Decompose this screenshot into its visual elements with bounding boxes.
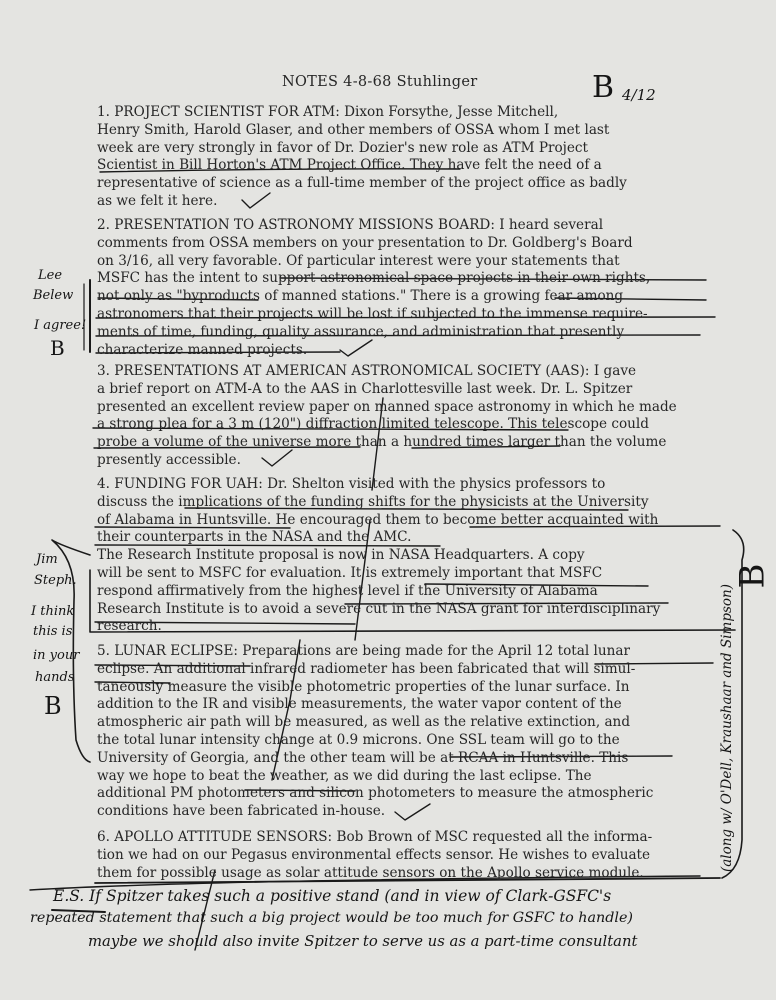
- margin-note-line: B: [50, 336, 65, 360]
- section-line: atmospheric air path will be measured, as well as the relative extinction, and: [97, 714, 631, 731]
- section-line: 4. FUNDING FOR UAH: Dr. Shelton visited with the physics professors to: [97, 476, 606, 492]
- section-3: [97, 363, 737, 470]
- footer-note-line: maybe we should also invite Spitzer to serve us as a part-time consultant: [88, 933, 638, 950]
- section-line: tion we had on our Pegasus environmental effects sensor. He wishes to evaluate: [97, 846, 651, 863]
- footer-note-line: repeated statement that such a big project would be too much for GSFC to handle): [30, 910, 634, 926]
- margin-note-line: B: [44, 692, 62, 720]
- section-line: 3. PRESENTATIONS AT AMERICAN ASTRONOMICAL SOCIETY (AAS): I gave: [97, 363, 637, 379]
- section-line: 1. PROJECT SCIENTIST FOR ATM: Dixon Forsythe, Jesse Mitchell,: [97, 104, 559, 120]
- section-line: characterize manned projects.: [97, 341, 308, 358]
- margin-note-line: this is: [33, 624, 73, 639]
- section-line: probe a volume of the universe more than a hundred times larger than the volume: [97, 434, 667, 451]
- margin-note-line: hands: [35, 670, 75, 685]
- section-line: representative of science as a full-time member of the project office as badly: [97, 175, 627, 192]
- margin-note-line: Jim: [36, 552, 58, 567]
- section-line: comments from OSSA members on your presentation to Dr. Goldberg's Board: [97, 234, 633, 251]
- section-line: astronomers that their projects will be lost if subjected to the immense require-: [97, 305, 648, 322]
- section-line: additional PM photometers and silicon photometers to measure the atmospheric: [97, 785, 654, 802]
- section-line: University of Georgia, and the other team will be at RCAA in Huntsville. This: [97, 749, 629, 766]
- section-line: taneously measure the visible photometric properties of the lunar surface. In: [97, 678, 630, 695]
- section-line: as we felt it here.: [97, 192, 218, 209]
- right-margin-initial: B: [732, 563, 773, 589]
- section-2: [97, 217, 737, 359]
- section-line: research.: [97, 618, 162, 635]
- section-line: presently accessible.: [97, 451, 241, 468]
- document-title: NOTES 4-8-68 Stuhlinger: [282, 74, 478, 90]
- section-line: way we hope to beat the weather, as we did during the last eclipse. The: [97, 767, 592, 784]
- section-line: MSFC has the intent to support astronomical space projects in their own rights,: [97, 270, 651, 287]
- section-line: Henry Smith, Harold Glaser, and other members of OSSA whom I met last: [97, 121, 610, 138]
- section-line: a strong plea for a 3 m (120") diffraction limited telescope. This telescope could: [97, 416, 649, 433]
- section-line: Research Institute is to avoid a severe cut in the NASA grant for interdisciplinary: [97, 600, 661, 617]
- section-line: them for possible usage as solar attitude sensors on the Apollo service module.: [97, 864, 644, 881]
- section-line: on 3/16, all very favorable. Of particular interest were your statements that: [97, 252, 620, 269]
- section-line: 2. PRESENTATION TO ASTRONOMY MISSIONS BOARD: I heard several: [97, 217, 604, 233]
- section-line: eclipse. An additional infrared radiometer has been fabricated that will simul-: [97, 660, 636, 677]
- margin-note-line: Belew: [33, 288, 74, 303]
- section-line: 6. APOLLO ATTITUDE SENSORS: Bob Brown of MSC requested all the informa-: [97, 829, 653, 845]
- reviewer-initial: B: [592, 70, 615, 105]
- footer-note-line: E.S. If Spitzer takes such a positive stand (and in view of Clark-GSFC's: [53, 887, 612, 905]
- section-line: week are very strongly in favor of Dr. Dozier's new role as ATM Project: [97, 139, 588, 156]
- margin-note-line: Lee: [38, 268, 63, 283]
- section-line: their counterparts in the NASA and the AMC.: [97, 529, 412, 546]
- reviewer-date: 4/12: [622, 86, 656, 104]
- section-line: Scientist in Bill Horton's ATM Project Office. They have felt the need of a: [97, 157, 602, 174]
- right-margin-note: (along w/ O'Dell, Kraushaar and Simpson): [719, 583, 735, 873]
- section-line: ments of time, funding, quality assurance, and administration that presently: [97, 323, 625, 340]
- margin-note-line: I think: [31, 604, 75, 619]
- section-1: [97, 104, 737, 211]
- section-6: [97, 829, 737, 882]
- section-line: of Alabama in Huntsville. He encouraged them to become better acquainted with: [97, 511, 659, 528]
- section-line: 5. LUNAR ECLIPSE: Preparations are being made for the April 12 total lunar: [97, 643, 630, 659]
- margin-note-line: Steph.: [34, 573, 77, 588]
- section-4: [97, 476, 737, 636]
- section-line: respond affirmatively from the highest level if the University of Alabama: [97, 582, 598, 599]
- section-line: The Research Institute proposal is now in NASA Headquarters. A copy: [97, 547, 585, 564]
- section-line: addition to the IR and visible measurements, the water vapor content of the: [97, 696, 622, 713]
- margin-note-line: in your: [33, 648, 80, 663]
- section-line: discuss the implications of the funding shifts for the physicists at the University: [97, 493, 649, 510]
- margin-note-line: I agree!: [34, 318, 87, 333]
- section-line: not only as "byproducts of manned stations." There is a growing fear among: [97, 288, 624, 305]
- section-line: a brief report on ATM-A to the AAS in Charlottesville last week. Dr. L. Spitzer: [97, 380, 633, 397]
- section-5: [97, 643, 737, 821]
- section-line: the total lunar intensity change at 0.9 microns. One SSL team will go to the: [97, 731, 620, 748]
- section-line: presented an excellent review paper on manned space astronomy in which he made: [97, 398, 677, 415]
- section-line: will be sent to MSFC for evaluation. It is extremely important that MSFC: [97, 564, 603, 581]
- section-line: conditions have been fabricated in-house.: [97, 803, 386, 820]
